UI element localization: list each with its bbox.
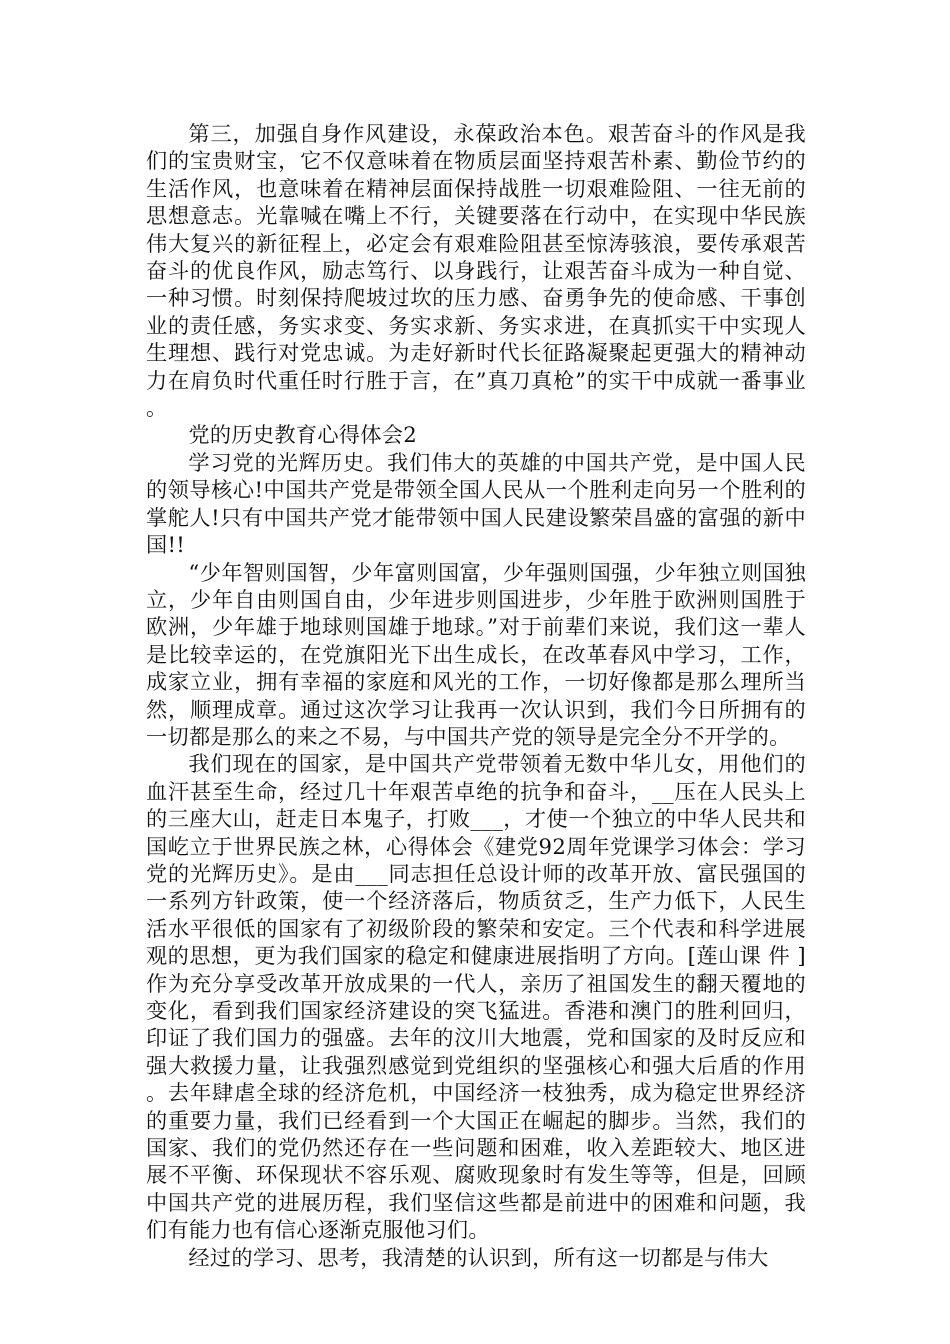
section-heading: 党的历史教育心得体会2: [188, 422, 418, 448]
paragraph-third-point: 第三，加强自身作风建设，永葆政治本色。艰苦奋斗的作风是我们的宝贵财宝，它不仅意味着在物质层面坚持艰苦朴素、勤俭节约的生活作风，也意味着在精神层面保持战胜一切艰难险阻、一往无前的思想意志。光靠喊在嘴上不行，关键要落在行动中，在实现中华民族伟大复兴的新征程上，必定会有艰难险阻甚至惊涛骇浪，要传承艰苦奋斗的优良作风，励志笃行、以身践行，让艰苦奋斗成为一种自觉、一种习惯。时刻保持爬坡过坎的压力感、奋勇争先的使命感、干事创业的责任感，务实求变、务实求新、务实求进，在真抓实干中实现人生理想、践行对党忠诚。为走好新时代长征路凝聚起更强大的精神动力在肩负时代重任时行胜于言，在”真刀真枪”的实干中成就一番事业。: [146, 121, 806, 421]
document-page: [146, 120, 806, 1271]
paragraph-conclusion: 经过的学习、思考，我清楚的认识到，所有这一切都是与伟大: [188, 1244, 769, 1270]
paragraph-our-country: 我们现在的国家，是中国共产党带领着无数中华儿女，用他们的血汗甚至生命，经过几十年艰苦卓绝的抗争和奋斗，__压在人民头上的三座大山，赶走日本鬼子，打败___，才使一个独立的中华人民共和国屹立于世界民族之林，心得体会《建党92周年党课学习体会：学习党的光辉历史》。是由___同志担任总设计师的改革开放、富民强国的一系列方针政策，使一个经济落后，物质贫乏，生产力低下，人民生活水平很低的国家有了初级阶段的繁荣和安定。三个代表和科学进展观的思想，更为我们国家的稳定和健康进展指明了方向。[莲山课 件 ]作为充分享受改革开放成果的一代人，亲历了祖国发生的翻天覆地的变化，看到我们国家经济建设的突飞猛进。香港和澳门的胜利回归，印证了我们国力的强盛。去年的汶川大地震，党和国家的及时反应和强大救援力量，让我强烈感觉到党组织的坚强核心和强大后盾的作用。去年肆虐全球的经济危机，中国经济一枝独秀，成为稳定世界经济的重要力量，我们已经看到一个大国正在崛起的脚步。当然，我们的国家、我们的党仍然还存在一些问题和困难，收入差距较大、地区进展不平衡、环保现状不容乐观、腐败现象时有发生等等，但是，回顾中国共产党的进展历程，我们坚信这些都是前进中的困难和问题，我们有能力也有信心逐渐克服他习们。: [146, 751, 806, 1243]
paragraph-youth-quote: “少年智则国智，少年富则国富，少年强则国强，少年独立则国独立，少年自由则国自由，少年进步则国进步，少年胜于欧洲则国胜于欧洲，少年雄于地球则国雄于地球。”对于前辈们来说，我们这一辈人是比较幸运的，在党旗阳光下出生成长，在改革春风中学习，工作，成家立业，拥有幸福的家庭和风光的工作，一切好像都是那么理所当然，顺理成章。通过这次学习让我再一次认识到，我们今日所拥有的一切都是那么的来之不易，与中国共产党的领导是完全分不开学的。: [146, 559, 806, 749]
paragraph-party-history: 学习党的光辉历史。我们伟大的英雄的中国共产党，是中国人民的领导核心!中国共产党是带领全国人民从一个胜利走向另一个胜利的掌舵人!只有中国共产党才能带领中国人民建设繁荣昌盛的富强的新中国!!: [146, 449, 806, 558]
